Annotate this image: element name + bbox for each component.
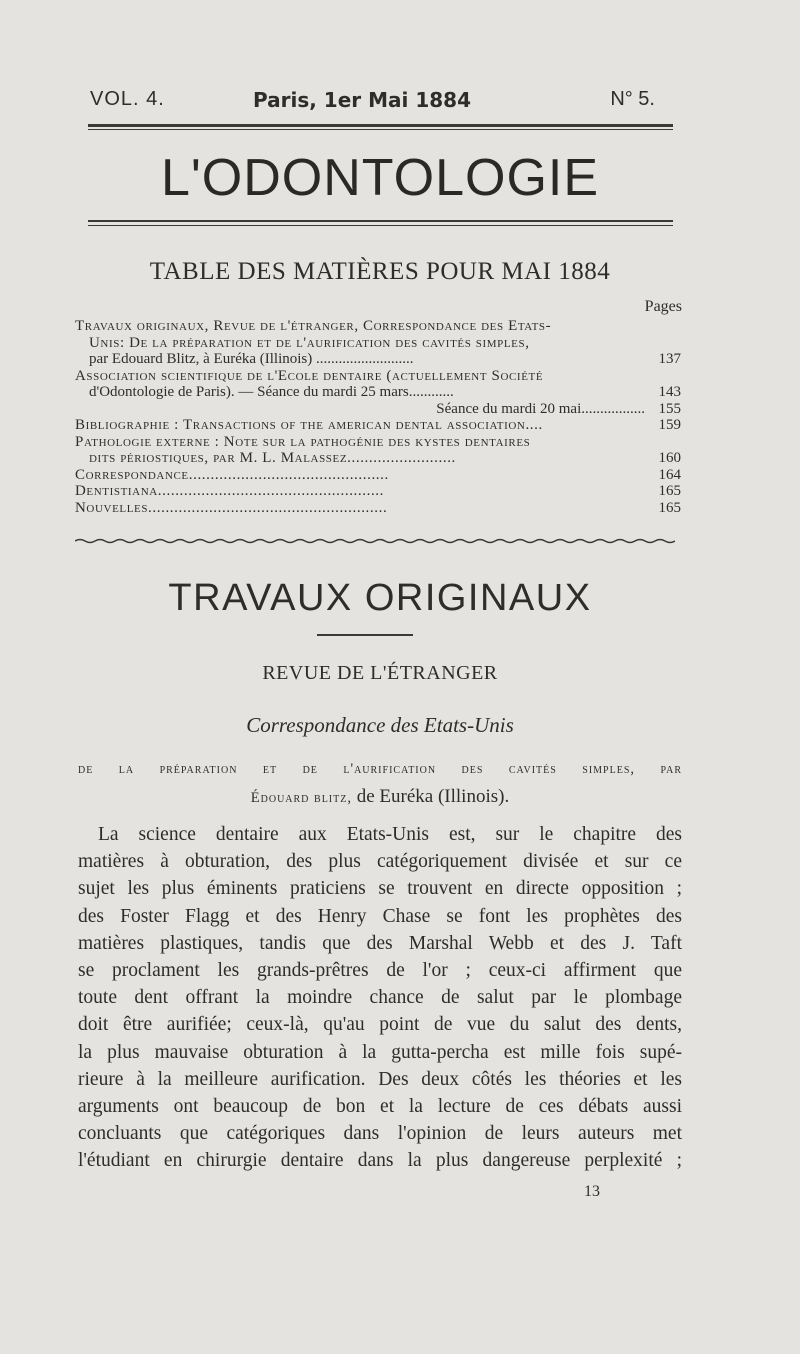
body-line: La science dentaire aux Etats-Unis est, sur le chapitre des	[98, 824, 682, 845]
article-heading-line-1: de la préparation et de l'aurification des cavités simples, par	[78, 761, 682, 777]
issue-date: Paris, 1er Mai 1884	[253, 88, 471, 112]
toc-entry-text: par Edouard Blitz, à Euréka (Illinois) ..........................	[89, 351, 414, 367]
toc-pages-label: Pages	[644, 298, 682, 315]
toc-entry	[75, 318, 681, 335]
toc-entry-page: 137	[658, 351, 681, 367]
article-body	[78, 821, 682, 1175]
toc-entry	[75, 483, 681, 500]
toc-entry	[75, 500, 681, 517]
masthead-rule-thin	[88, 129, 673, 130]
toc-entry-page: 164	[658, 466, 681, 483]
toc-entry-text: Association scientifique de l'Ecole dentaire (actuellement Société	[75, 367, 544, 384]
body-line: l'étudiant en chirurgie dentaire dans la plus dangereuse perplexité ;	[78, 1150, 682, 1172]
body-line: matières plastiques, tandis que des Marshal Webb et des J. Taft	[78, 932, 682, 954]
toc-entry-text: dits périostiques, par M. L. Malassez.........................	[89, 450, 456, 466]
toc-entry-text: Séance du mardi 20 mai.................	[436, 400, 645, 417]
toc-entry	[75, 335, 681, 352]
toc-entry-page: 160	[658, 450, 681, 466]
toc-entry-text: Pathologie externe : Note sur la pathogénie des kystes dentaires	[75, 433, 531, 450]
body-line: concluants que catégoriques dans l'opinion de leurs auteurs met	[78, 1123, 682, 1145]
title-rule-thin	[88, 225, 673, 226]
title-rule	[88, 220, 673, 222]
journal-title: L'ODONTOLOGIE	[160, 149, 600, 207]
toc-entry-text: Travaux originaux, Revue de l'étranger, Correspondance des Etats-	[75, 318, 552, 334]
body-line: des Foster Flagg et des Henry Chase se font les prophètes des	[78, 905, 682, 927]
body-line: se proclament les grands-prêtres de l'or ; ceux-ci affirment que	[78, 960, 682, 982]
toc-entry-page: 165	[658, 499, 681, 516]
author-location: de Euréka (Illinois).	[351, 786, 510, 807]
toc-entry-page: 143	[658, 384, 681, 400]
toc-entry	[75, 434, 681, 451]
page-number: 13	[584, 1183, 600, 1200]
italic-title: Correspondance des Etats-Unis	[246, 713, 514, 737]
volume-label: VOL. 4.	[90, 88, 165, 110]
toc-entry-text: Bibliographie : Transactions of the american dental association....	[75, 417, 543, 433]
toc-entry-text: Dentistiana....................................................	[75, 483, 385, 499]
body-line: toute dent offrant la moindre chance de salut par le plombage	[78, 987, 682, 1009]
body-line: matières à obturation, des plus catégoriquement divisée et sur ce	[78, 851, 682, 873]
body-line: sujet les plus éminents praticiens se trouvent en directe opposition ;	[78, 878, 682, 900]
toc-entry-page: 159	[658, 417, 681, 433]
body-line: rieure à la meilleure aurification. Des deux côtés les théories et les	[78, 1068, 682, 1090]
wavy-divider	[75, 538, 675, 544]
body-line: doit être aurifiée; ceux-là, qu'au point de vue du salut des dents,	[78, 1014, 682, 1036]
sub-title: REVUE DE L'ÉTRANGER	[262, 662, 498, 684]
table-of-contents	[75, 318, 681, 516]
body-line: la plus mauvaise obturation à la gutta-percha est mille fois supé-	[78, 1041, 682, 1063]
article-heading-line-2	[70, 786, 690, 808]
toc-entry-text: d'Odontologie de Paris). — Séance du mardi 25 mars............	[89, 384, 454, 400]
toc-title: TABLE DES MATIÈRES POUR MAI 1884	[149, 258, 611, 285]
masthead	[90, 88, 655, 118]
issue-number: N° 5.	[610, 88, 655, 110]
toc-entry	[75, 368, 681, 385]
toc-entry-text: Unis: De la préparation et de l'aurification des cavités simples,	[89, 334, 530, 351]
section-title: TRAVAUX ORIGINAUX	[168, 577, 592, 619]
masthead-rule	[88, 124, 673, 127]
body-line: arguments ont beaucoup de bon et la lecture de ces débats aussi	[78, 1096, 682, 1118]
section-rule	[317, 634, 413, 636]
author-name: Édouard blitz,	[250, 790, 352, 806]
toc-entry	[75, 401, 681, 418]
toc-entry	[75, 351, 681, 368]
toc-entry-text: Nouvelles.......................................................	[75, 499, 388, 516]
toc-entry-text: Correspondance..............................................	[75, 466, 389, 483]
toc-entry-page: 155	[658, 400, 681, 417]
toc-entry	[75, 417, 681, 434]
toc-entry	[75, 384, 681, 401]
toc-entry-page: 165	[658, 483, 681, 499]
toc-entry	[75, 467, 681, 484]
toc-entry	[75, 450, 681, 467]
